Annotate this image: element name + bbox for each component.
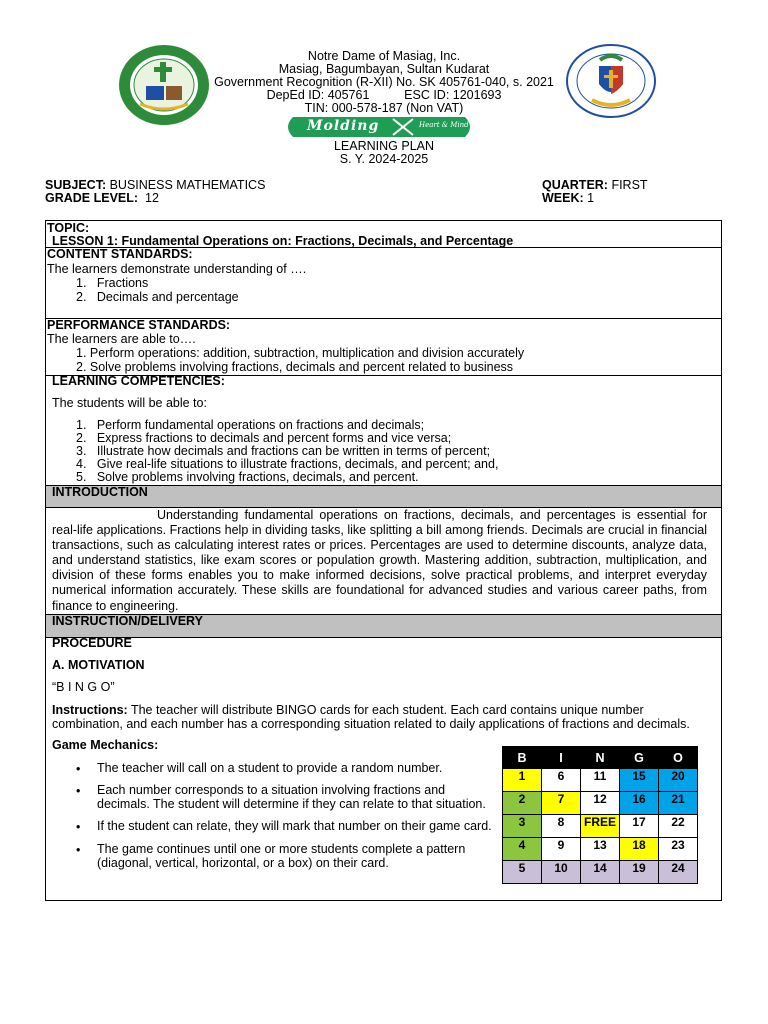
subject-value: BUSINESS MATHEMATICS [106,178,266,192]
deped-esc-ids: DepEd ID: 405761 ESC ID: 1201693 [266,88,502,102]
bingo-cell: 24 [659,861,698,884]
bingo-header-row [503,747,698,769]
bingo-cell: 7 [542,792,581,815]
competency-item: 1. Perform fundamental operations on fractions and decimals; [76,418,425,432]
content-standard-item: 2. Decimals and percentage [76,290,239,304]
school-name: Notre Dame of Masiag, Inc. [307,49,461,63]
bingo-free-cell: FREE [581,815,620,838]
bingo-cell: 14 [581,861,620,884]
performance-standard-item: 1. Perform operations: addition, subtraction, multiplication and division accurately [76,346,525,360]
bingo-cell: 5 [503,861,542,884]
bingo-header: G [620,747,659,769]
game-name: “B I N G O” [52,680,115,694]
bingo-cell: 4 [503,838,542,861]
banner-text: Molding [307,118,380,134]
grade-field [45,192,159,205]
bingo-header: N [581,747,620,769]
instructions-text: The teacher will distribute BINGO cards for each student. Each card contains unique number combination, and each number has a corresponding situation related to daily applications of fractions and decimals. [52,703,690,731]
mechanic-text: decimals. The student will determine if they can relate to that situation. [97,797,486,811]
bullet-icon: • [76,820,81,834]
bingo-row [503,838,698,861]
bingo-header: I [542,747,581,769]
grade-label: GRADE LEVEL: [45,191,139,205]
bingo-cell: 22 [659,815,698,838]
competency-item: 5. Solve problems involving fractions, decimals, and percent. [76,470,419,484]
mechanic-text: (diagonal, vertical, horizontal, or a box) on their card. [97,856,389,870]
week-value: 1 [583,191,595,205]
bingo-row [503,861,698,884]
introduction-label: INTRODUCTION [52,485,148,499]
motivation-heading: A. MOTIVATION [52,658,145,672]
bingo-cell: 11 [581,769,620,792]
bingo-cell: 6 [542,769,581,792]
school-year: S. Y. 2024-2025 [339,152,429,166]
bingo-cell: 12 [581,792,620,815]
performance-standards-intro: The learners are able to…. [47,332,196,346]
competency-item: 3. Illustrate how decimals and fractions can be written in terms of percent; [76,444,491,458]
bullet-icon: • [76,784,81,798]
tin-number: TIN: 000-578-187 (Non VAT) [304,101,464,115]
bingo-header: O [659,747,698,769]
bingo-card [502,746,698,884]
mechanic-text: If the student can relate, they will mark that number on their game card. [97,819,492,833]
bingo-cell: 19 [620,861,659,884]
bingo-cell: 3 [503,815,542,838]
bingo-cell: 18 [620,838,659,861]
bingo-cell: 1 [503,769,542,792]
bingo-cell: 2 [503,792,542,815]
grade-value: 12 [138,191,159,205]
week-field [542,192,594,205]
bingo-cell: 15 [620,769,659,792]
performance-standard-item: 2. Solve problems involving fractions, decimals and percent related to business [76,360,514,374]
subject-label: SUBJECT: [45,178,107,192]
topic-label: TOPIC: [47,221,90,235]
school-address: Masiag, Bagumbayan, Sultan Kudarat [278,62,490,76]
bingo-cell: 23 [659,838,698,861]
procedure-heading: PROCEDURE [52,636,132,650]
game-mechanics-heading: Game Mechanics: [52,738,159,752]
bingo-cell: 20 [659,769,698,792]
bullet-icon: • [76,843,81,857]
bingo-row [503,792,698,815]
competency-item: 4. Give real-life situations to illustrate fractions, decimals, and percent; and, [76,457,499,471]
instructions-label: Instructions: [52,703,128,717]
mechanic-text: The game continues until one or more students complete a pattern [97,842,466,856]
bingo-row [503,815,698,838]
bingo-cell: 17 [620,815,659,838]
instructions-paragraph [52,703,714,731]
content-standards-intro: The learners demonstrate understanding of …. [47,262,307,276]
quarter-label: QUARTER: [542,178,608,192]
divider [45,637,722,638]
bingo-cell: 13 [581,838,620,861]
quarter-value: FIRST [607,178,648,192]
performance-standards-label: PERFORMANCE STANDARDS: [47,318,231,332]
competencies-label: LEARNING COMPETENCIES: [52,374,225,388]
bingo-cell: 10 [542,861,581,884]
competency-item: 2. Express fractions to decimals and percent forms and vice versa; [76,431,452,445]
mechanic-text: Each number corresponds to a situation involving fractions and [97,783,446,797]
competencies-intro: The students will be able to: [52,396,207,410]
bullet-icon: • [76,762,81,776]
government-recognition: Government Recognition (R-XII) No. SK 405761-040, s. 2021 [214,75,554,89]
instruction-label: INSTRUCTION/DELIVERY [52,614,203,628]
content-standard-item: 1. Fractions [76,276,149,290]
mechanic-text: The teacher will call on a student to provide a random number. [97,761,443,775]
bingo-cell: 8 [542,815,581,838]
bingo-header: B [503,747,542,769]
banner-subtext: Heart & Mind [419,121,469,129]
week-label: WEEK: [542,191,584,205]
content-standards-label: CONTENT STANDARDS: [47,247,193,261]
bingo-cell: 9 [542,838,581,861]
bingo-row [503,769,698,792]
bingo-cell: 21 [659,792,698,815]
plan-title: LEARNING PLAN [333,139,435,153]
molding-banner-logo [283,117,475,137]
introduction-paragraph: Understanding fundamental operations on fractions, decimals, and percentages is essential for real-life applications. Fractions help in dividing tasks, like splitting a bill among friends. Decimals are crucial in financial transactions, such as calculating interest rates or prices. Percentages are used to determine discounts, analyze data, and understand statistics, like exam scores or population growth. Mastering addition, subtraction, multiplication, and division of these forms enables you to make informed decisions, solve practical problems, and interpret everyday numerical information accurately. These skills are foundational for advanced studies and various career paths, from finance to engineering. [52,508,707,613]
lesson-title: LESSON 1: Fundamental Operations on: Fractions, Decimals, and Percentage [52,234,514,248]
bingo-cell: 16 [620,792,659,815]
